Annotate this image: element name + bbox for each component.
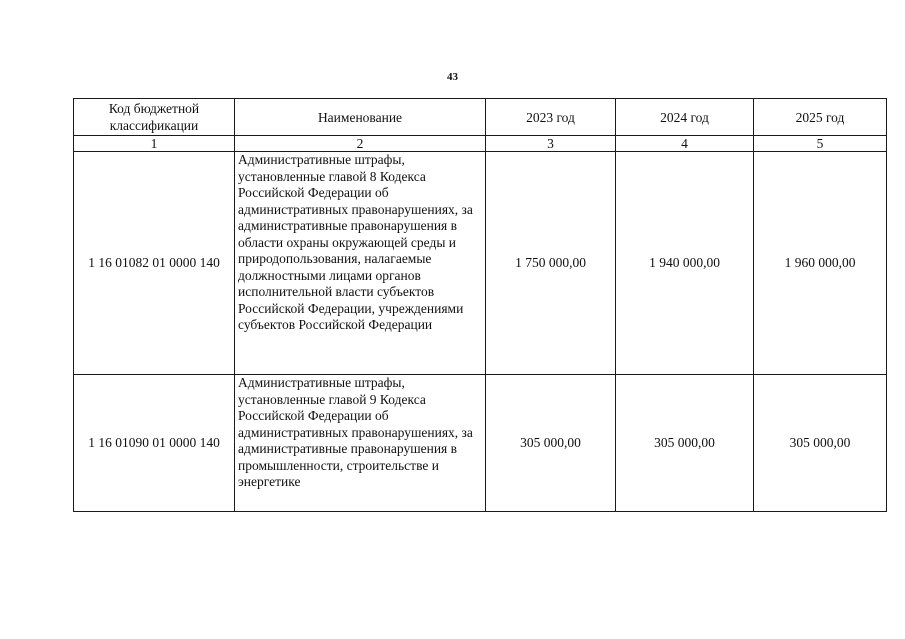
column-number: 1 — [74, 136, 235, 152]
table-row — [74, 375, 887, 512]
header-year-2025: 2025 год — [754, 99, 887, 136]
table-header-row — [74, 99, 887, 136]
budget-code-cell: 1 16 01090 01 0000 140 — [74, 375, 235, 512]
amount-2023-cell: 305 000,00 — [486, 375, 616, 512]
table-row — [74, 152, 887, 375]
header-budget-code: Код бюджетной классификации — [74, 99, 235, 136]
amount-2023-cell: 1 750 000,00 — [486, 152, 616, 375]
header-year-2023: 2023 год — [486, 99, 616, 136]
column-number: 5 — [754, 136, 887, 152]
amount-2025-cell: 305 000,00 — [754, 375, 887, 512]
header-year-2024: 2024 год — [616, 99, 754, 136]
amount-2024-cell: 1 940 000,00 — [616, 152, 754, 375]
revenue-name-cell: Административные штрафы, установленные главой 9 Кодекса Российской Федерации об административных правонарушениях, за административные правонарушения в промышленности, строительстве и энергетике — [235, 375, 486, 512]
revenue-name-cell: Административные штрафы, установленные главой 8 Кодекса Российской Федерации об административных правонарушениях, за административные правонарушения в области охраны окружающей среды и природопользования, налагаемые должностными лицами органов исполнительной власти субъектов Российской Федерации, учреждениями субъектов Российской Федерации — [235, 152, 486, 375]
budget-code-cell: 1 16 01082 01 0000 140 — [74, 152, 235, 375]
column-number-row — [74, 136, 887, 152]
column-number: 4 — [616, 136, 754, 152]
amount-2024-cell: 305 000,00 — [616, 375, 754, 512]
page-number: 43 — [447, 71, 458, 83]
column-number: 2 — [235, 136, 486, 152]
budget-revenue-table — [73, 98, 887, 512]
amount-2025-cell: 1 960 000,00 — [754, 152, 887, 375]
column-number: 3 — [486, 136, 616, 152]
header-name: Наименование — [235, 99, 486, 136]
